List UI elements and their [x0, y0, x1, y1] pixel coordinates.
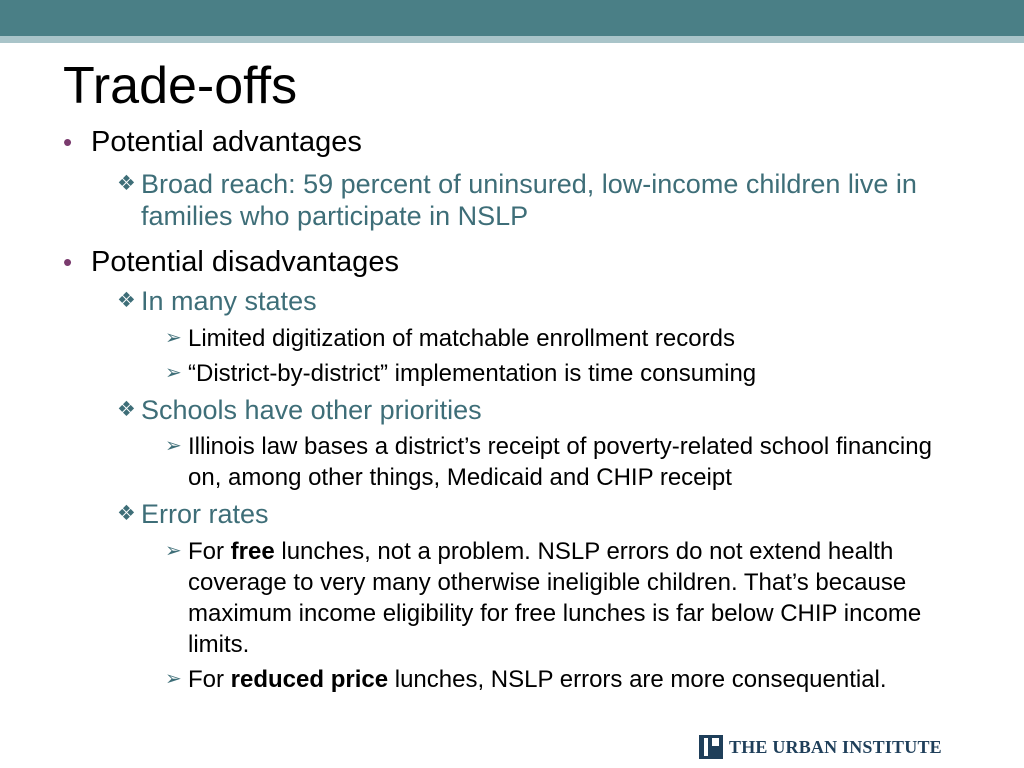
slide-title: Trade-offs — [63, 57, 298, 115]
reduced-prefix: For — [188, 666, 231, 693]
diamond-bullet-icon: ❖ — [117, 289, 136, 312]
illinois-text: Illinois law bases a district’s receipt of poverty-related school financing on, among other things, Medicaid and CHIP receipt — [188, 433, 932, 491]
diamond-bullet-icon: ❖ — [117, 172, 136, 195]
arrow-bullet-icon: ➢ — [165, 435, 182, 457]
digitization-text: Limited digitization of matchable enrollment records — [188, 325, 735, 352]
sub-bullet-schools — [0, 394, 1024, 426]
many-states-label: In many states — [141, 286, 317, 316]
free-prefix: For — [188, 538, 231, 565]
urban-institute-logo — [699, 733, 942, 761]
error-rates-label: Error rates — [141, 499, 269, 529]
bullet-disadvantages — [0, 244, 1024, 280]
sub-bullet-broad-reach — [0, 168, 1024, 232]
free-bold: free — [230, 538, 275, 565]
sub-bullet-many-states — [0, 285, 1024, 317]
arrow-bullet-icon: ➢ — [165, 327, 182, 349]
bullet-advantages — [0, 124, 1024, 160]
round-bullet-icon: • — [63, 127, 73, 157]
diamond-bullet-icon: ❖ — [117, 502, 136, 525]
diamond-bullet-icon: ❖ — [117, 398, 136, 421]
reduced-rest: lunches, NSLP errors are more consequential. — [388, 666, 887, 693]
disadvantages-heading: Potential disadvantages — [91, 246, 399, 278]
arrow-bullet-icon: ➢ — [165, 540, 182, 562]
schools-label: Schools have other priorities — [141, 395, 482, 425]
sub-bullet-error-rates — [0, 498, 1024, 530]
urban-institute-logo-icon — [699, 735, 723, 759]
free-rest: lunches, not a problem. NSLP errors do not extend health coverage to very many otherwise ineligible children. That’s because maximum income eligibility for free lunches is far below CHIP income limits. — [188, 538, 922, 658]
item-reduced-price — [0, 664, 1024, 695]
arrow-bullet-icon: ➢ — [165, 362, 182, 384]
header-bar — [0, 0, 1024, 36]
item-digitization — [0, 323, 1024, 354]
header-accent-line — [0, 36, 1024, 43]
reduced-bold: reduced price — [230, 666, 389, 693]
item-district-by-district — [0, 358, 1024, 389]
broad-reach-text: Broad reach: 59 percent of uninsured, low-income children live in families who participate in NSLP — [141, 169, 917, 231]
logo-text: THE URBAN INSTITUTE — [729, 736, 942, 757]
slide-body — [0, 124, 1024, 695]
district-text: “District-by-district” implementation is time consuming — [188, 360, 757, 387]
arrow-bullet-icon: ➢ — [165, 668, 182, 690]
round-bullet-icon: • — [63, 247, 73, 277]
item-free-lunches — [0, 536, 1024, 660]
item-illinois-law — [0, 431, 1024, 493]
advantages-heading: Potential advantages — [91, 126, 362, 158]
